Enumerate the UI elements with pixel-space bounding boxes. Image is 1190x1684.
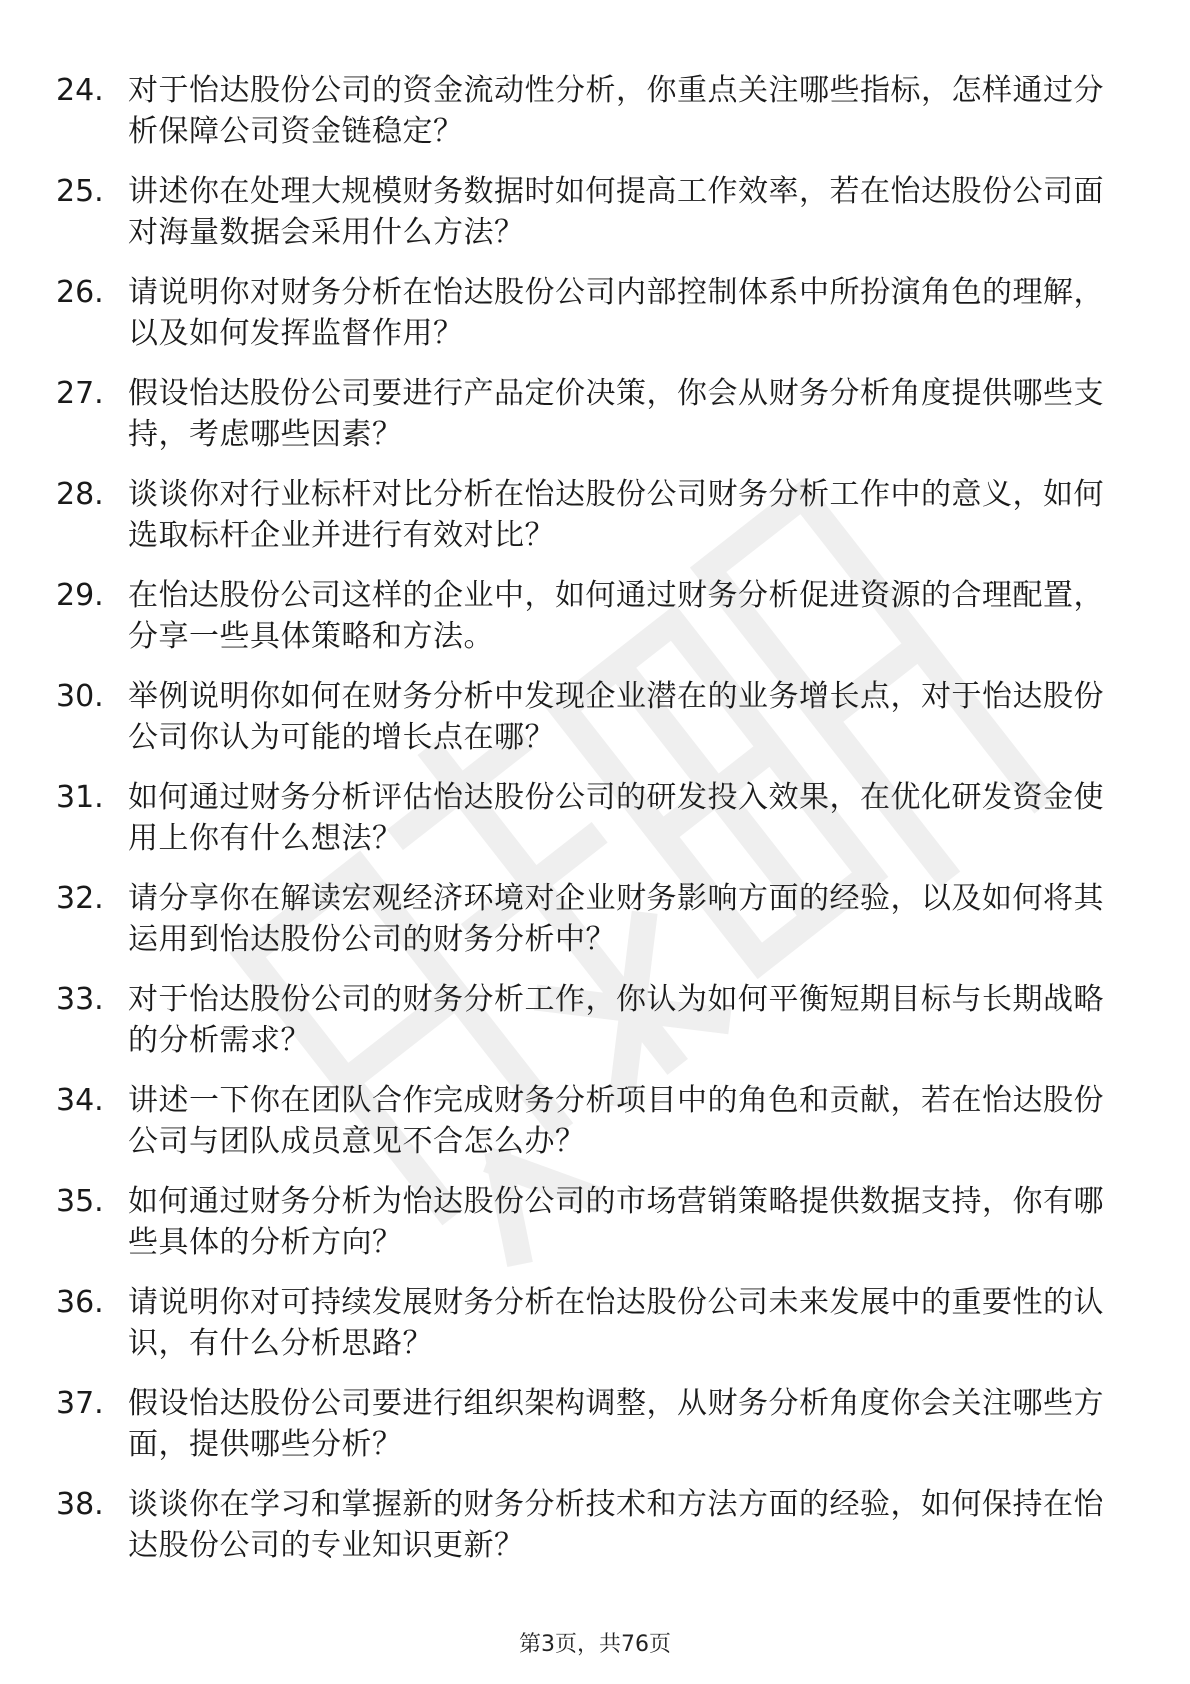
question-number: 36. — [56, 1285, 104, 1320]
question-text: 如何通过财务分析为怡达股份公司的市场营销策略提供数据支持，你有哪些具体的分析方向？ — [128, 1184, 1104, 1260]
question-number: 37. — [56, 1386, 104, 1421]
question-item — [56, 777, 1136, 878]
question-text: 讲述你在处理大规模财务数据时如何提高工作效率，若在怡达股份公司面对海量数据会采用什么方法？ — [128, 174, 1104, 250]
question-text: 假设怡达股份公司要进行产品定价决策，你会从财务分析角度提供哪些支持，考虑哪些因素？ — [128, 376, 1104, 452]
question-number: 29. — [56, 578, 104, 613]
question-number: 30. — [56, 679, 104, 714]
question-number: 27. — [56, 376, 104, 411]
question-item — [56, 1282, 1136, 1383]
question-number: 28. — [56, 477, 104, 512]
question-number: 35. — [56, 1184, 104, 1219]
question-item — [56, 575, 1136, 676]
question-item — [56, 272, 1136, 373]
question-item — [56, 1080, 1136, 1181]
question-text: 对于怡达股份公司的资金流动性分析，你重点关注哪些指标，怎样通过分析保障公司资金链稳定？ — [128, 73, 1104, 149]
question-item — [56, 1181, 1136, 1282]
question-number: 31. — [56, 780, 104, 815]
question-text: 请分享你在解读宏观经济环境对企业财务影响方面的经验，以及如何将其运用到怡达股份公司的财务分析中？ — [128, 881, 1104, 957]
question-number: 38. — [56, 1487, 104, 1522]
question-item — [56, 373, 1136, 474]
question-item — [56, 171, 1136, 272]
question-item — [56, 474, 1136, 575]
question-item — [56, 70, 1136, 171]
page-footer: 第3页，共76页 — [519, 1632, 671, 1657]
question-number: 34. — [56, 1083, 104, 1118]
question-item — [56, 979, 1136, 1080]
question-item — [56, 676, 1136, 777]
question-number: 25. — [56, 174, 104, 209]
question-text: 如何通过财务分析评估怡达股份公司的研发投入效果，在优化研发资金使用上你有什么想法？ — [128, 780, 1104, 856]
question-number: 33. — [56, 982, 104, 1017]
question-text: 请说明你对财务分析在怡达股份公司内部控制体系中所扮演角色的理解，以及如何发挥监督作用？ — [128, 275, 1104, 351]
question-text: 假设怡达股份公司要进行组织架构调整，从财务分析角度你会关注哪些方面，提供哪些分析？ — [128, 1386, 1104, 1462]
question-list — [56, 70, 1136, 1585]
question-text: 讲述一下你在团队合作完成财务分析项目中的角色和贡献，若在怡达股份公司与团队成员意见不合怎么办？ — [128, 1083, 1104, 1159]
question-item — [56, 878, 1136, 979]
question-number: 32. — [56, 881, 104, 916]
question-text: 对于怡达股份公司的财务分析工作，你认为如何平衡短期目标与长期战略的分析需求？ — [128, 982, 1104, 1058]
question-text: 请说明你对可持续发展财务分析在怡达股份公司未来发展中的重要性的认识，有什么分析思路？ — [128, 1285, 1104, 1361]
question-text: 谈谈你对行业标杆对比分析在怡达股份公司财务分析工作中的意义，如何选取标杆企业并进行有效对比？ — [128, 477, 1104, 553]
question-number: 24. — [56, 73, 104, 108]
question-item — [56, 1383, 1136, 1484]
question-text: 在怡达股份公司这样的企业中，如何通过财务分析促进资源的合理配置，分享一些具体策略和方法。 — [128, 578, 1104, 654]
question-item — [56, 1484, 1136, 1585]
question-number: 26. — [56, 275, 104, 310]
question-text: 谈谈你在学习和掌握新的财务分析技术和方法方面的经验，如何保持在怡达股份公司的专业知识更新？ — [128, 1487, 1104, 1563]
question-text: 举例说明你如何在财务分析中发现企业潜在的业务增长点，对于怡达股份公司你认为可能的增长点在哪？ — [128, 679, 1104, 755]
